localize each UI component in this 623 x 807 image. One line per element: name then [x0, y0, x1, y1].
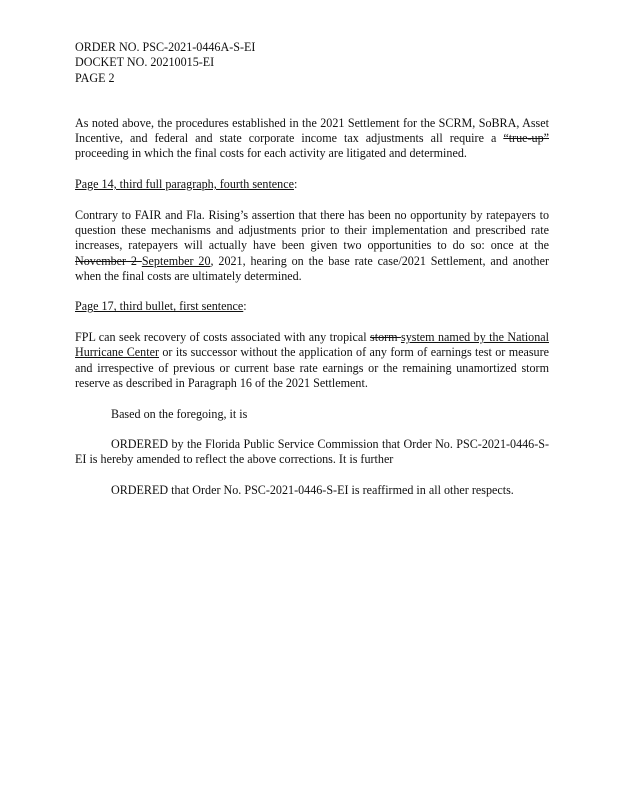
section1-heading-line	[75, 177, 549, 192]
section2-inserted-text: system named by the National Hurricane Center	[75, 330, 549, 360]
document-page	[75, 40, 549, 498]
intro-text-before: As noted above, the procedures established in the 2021 Settlement for the SCRM, SoBRA, Asset Incentive, and federal and state corporate income tax adjustments all require a	[75, 115, 549, 146]
section2-text-before: FPL can seek recovery of costs associated with any tropical	[75, 330, 371, 345]
intro-paragraph	[75, 116, 549, 162]
section1-text-after: , 2021, hearing on the base rate case/2021 Settlement, and another when the final costs are ultimately determined.	[75, 253, 549, 283]
section2-heading-line	[75, 299, 549, 314]
section1-heading: Page 14, third full paragraph, fourth sentence	[75, 177, 294, 192]
document-header	[75, 40, 549, 86]
section2-heading-colon: :	[243, 299, 247, 314]
ordered-amendment-paragraph: ORDERED by the Florida Public Service Commission that Order No. PSC-2021-0446-S-EI is hereby amended to reflect the above corrections. It is further	[75, 437, 549, 467]
section2-deleted-text: storm	[370, 330, 401, 345]
section2-text-after: or its successor without the application of any form of earnings test or measure and irrespective of previous or current base rate earnings or the remaining unamortized storm reserve as described in Paragraph 16 of the 2021 Settlement.	[75, 345, 549, 390]
section2-heading: Page 17, third bullet, first sentence	[75, 299, 244, 314]
section1-deleted-text: November 2	[75, 253, 142, 268]
section2-paragraph	[75, 330, 549, 391]
page-number: PAGE 2	[75, 70, 115, 85]
section1-paragraph	[75, 208, 549, 284]
ordered-reaffirm-paragraph: ORDERED that Order No. PSC-2021-0446-S-EI is reaffirmed in all other respects.	[111, 483, 514, 498]
section1-text-before: Contrary to FAIR and Fla. Rising’s assertion that there has been no opportunity by ratepayers to question these mechanisms and adjustments prior to their implementation and prescribed rate increases, ratepayers will actually have been given two opportunities to do so: once at the	[75, 207, 549, 253]
order-number: ORDER NO. PSC-2021-0446A-S-EI	[75, 40, 256, 54]
section1-inserted-text: September 20	[141, 253, 211, 268]
intro-text-after: proceeding in which the final costs for each activity are litigated and determined.	[75, 146, 467, 161]
section1-heading-colon: :	[293, 177, 298, 192]
docket-number: DOCKET NO. 20210015-EI	[75, 55, 215, 70]
foregoing-paragraph: Based on the foregoing, it is	[111, 406, 248, 421]
intro-deleted-text: “true-up”	[503, 131, 549, 146]
